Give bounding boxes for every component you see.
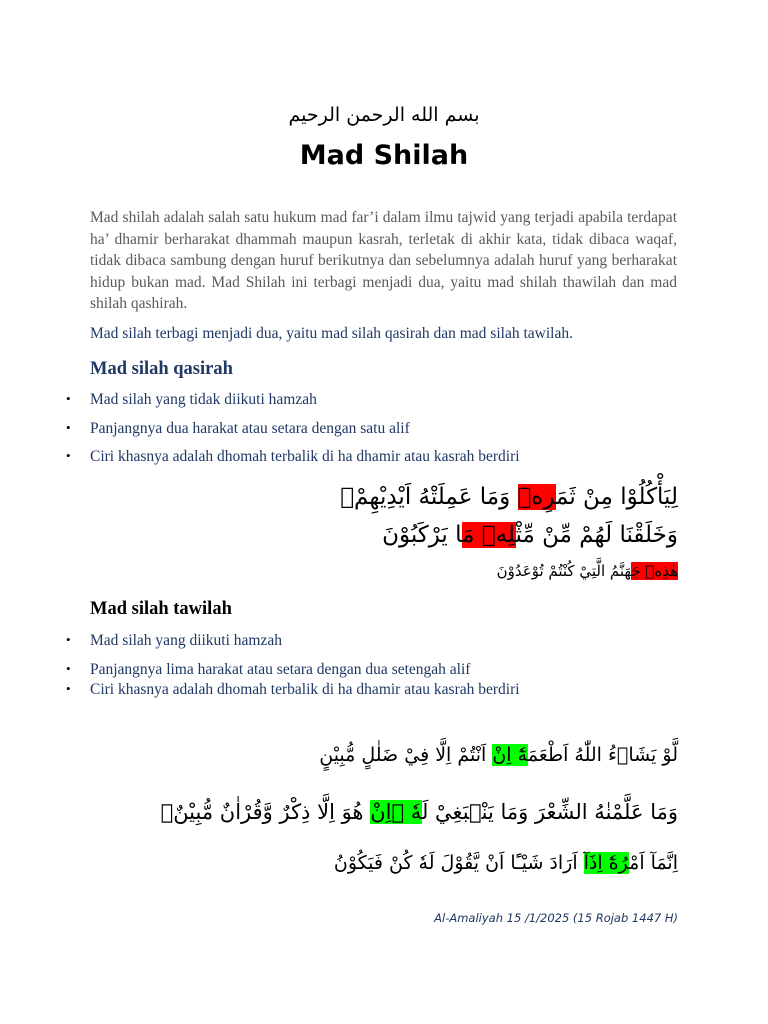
list-item: • Ciri khasnya adalah dhomah terbalik di ha dhamir atau kasrah berdiri [90,681,690,699]
qasirah-list [90,391,690,477]
tawilah-heading: Mad silah tawilah [90,599,232,619]
example-text: هَنَّمُ الَّتِيْ كُنْتُمْ تُوْعَدُوْنَ [496,562,632,580]
example-text: وَمَا عَمِلَتْهُ اَيْدِيْهِمْۗ [340,484,518,510]
example-text: اِنَّمَآ اَمْ [629,852,678,874]
list-item: • Mad silah yang diikuti hamzah [90,632,690,661]
example-text: اَرَادَ شَيْـًٔا اَنْ يَّقُوْلَ لَهٗ كُنْ فَيَكُوْنُ [333,852,584,874]
list-item: • Panjangnya lima harakat atau setara dengan dua setengah alif [90,661,690,681]
qasirah-heading: Mad silah qasirah [90,359,233,379]
tawilah-list [90,632,690,699]
tawilah-example-2 [161,800,678,824]
highlight-red: هٰذِهٖ جَ [631,562,678,580]
intro-paragraph: Mad shilah adalah salah satu hukum mad far’i dalam ilmu tajwid yang terjadi apabila terdapat ha’ dhamir berharakat dhammah maupun kasrah, terletak di akhir kata, tidak dibaca waqaf, tidak dibaca sambung dengan huruf berikutnya dan sebelumnya adalah huruf yang berharakat hidup bukan mad. Mad Shilah ini terbagi menjadi dua, yaitu mad shilah thawilah dan mad shilah qashirah. [90,209,677,312]
list-item: • Ciri khasnya adalah dhomah terbalik di ha dhamir atau kasrah berdiri [90,448,690,477]
highlight-green: هٗٓ اِنْ [492,744,528,766]
example-text: وَخَلَقْنَا لَهُمْ مِّنْ مِّثْ [515,522,678,548]
tawilah-example-3 [334,852,678,874]
footer-date: Al-Amaliyah 15 /1/2025 (15 Rojab 1447 H) [434,911,678,925]
highlight-red: رِهٖ [517,484,557,510]
example-text: لَّوْ يَشَاۤءُ اللّٰهُ اَطْعَمَ [527,744,678,766]
example-text: هُوَ اِلَّا ذِكْرٌ وَّقُرْاٰنٌ مُّبِيْنٌۙ [160,800,371,824]
qasirah-example-3 [497,562,678,580]
list-item: • Panjangnya dua harakat atau setara dengan satu alif [90,420,690,449]
highlight-red: لِهٖ مَ [462,522,516,548]
division-paragraph: Mad silah terbagi menjadi dua, yaitu mad silah qasirah dan mad silah tawilah. [90,325,573,342]
page-title: Mad Shilah [299,140,469,171]
highlight-green: رُهٗٓ اِذَآ [583,852,630,874]
qasirah-example-2 [382,522,678,548]
example-text: اَنْتُمْ اِلَّا فِيْ ضَلٰلٍ مُّبِيْنٍ [319,744,493,766]
tawilah-example-1 [319,744,678,766]
example-text: ا يَرْكَبُوْنَ [382,522,463,548]
highlight-green: هٗ ۗاِنْ [370,800,422,824]
list-item: • Mad silah yang tidak diikuti hamzah [90,391,690,420]
example-text: لِيَأْكُلُوْا مِنْ ثَمَ [556,484,678,510]
basmala: بسم الله الرحمن الرحيم [288,104,480,126]
example-text: وَمَا عَلَّمْنٰهُ الشِّعْرَ وَمَا يَنْۢبَغِيْ لَ [421,800,678,824]
qasirah-example-1 [340,484,678,510]
